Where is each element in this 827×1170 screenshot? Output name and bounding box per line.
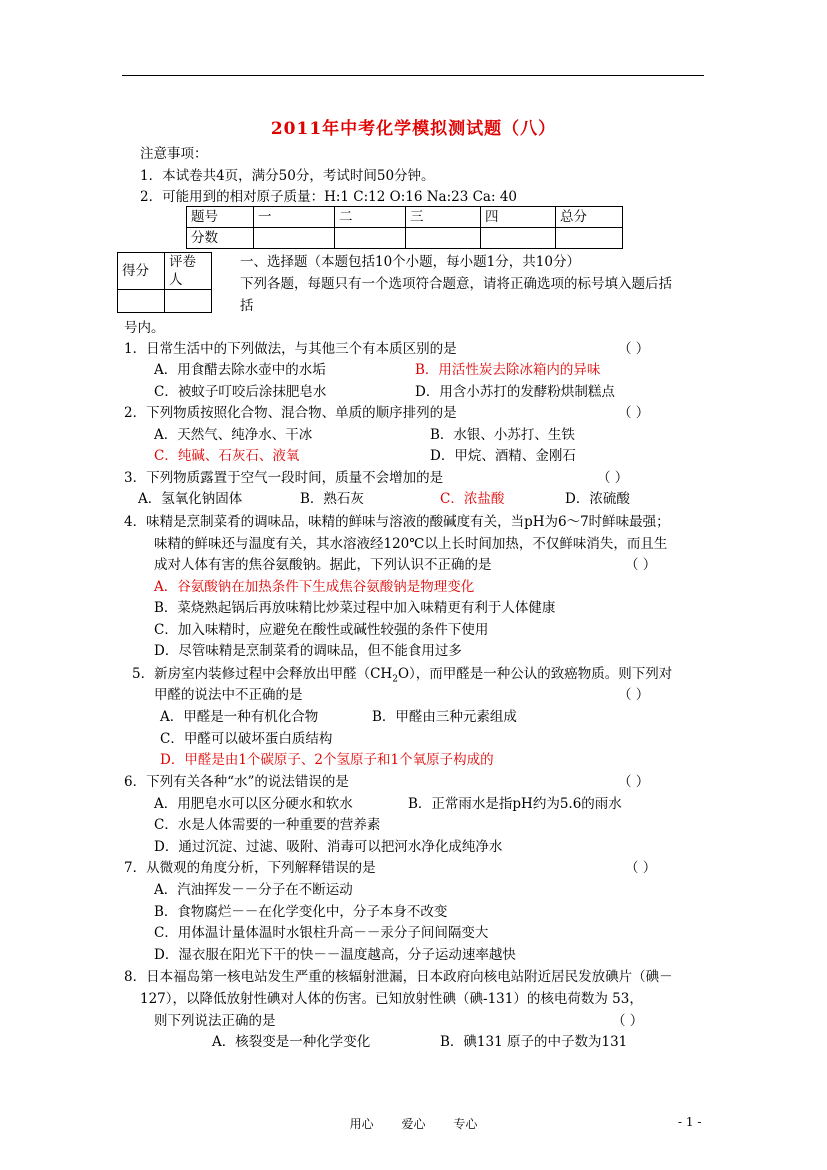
q5-stem-part1: 5．新房室内装修过程中会释放出甲醛（CH <box>132 666 393 682</box>
q6-option-d: D．通过沉淀、过滤、吸附、消毒可以把河水净化成纯净水 <box>154 839 503 855</box>
section-instruction-wrap: 括 <box>240 298 254 314</box>
page-number: - 1 - <box>678 1115 702 1129</box>
score-cell[interactable] <box>335 228 406 249</box>
score-cell[interactable] <box>406 228 481 249</box>
q7-option-b: B．食物腐烂－－在化学变化中，分子本身不改变 <box>154 904 448 920</box>
grader-name-cell[interactable] <box>165 290 212 313</box>
answer-bracket[interactable]: （ ） <box>612 1013 644 1029</box>
score-cell: 二 <box>335 207 406 228</box>
grader-score-label: 得分 <box>118 253 165 290</box>
q4-stem-line1: 4．味精是烹制菜肴的调味品，味精的鲜味与溶液的酸碱度有关，当pH为6～7时鲜味最强； <box>124 514 670 530</box>
q4-stem-line2: 味精的鲜味还与温度有关，其水溶液经120℃以上长时间加热，不仅鲜味消失，而且生 <box>154 536 668 552</box>
grader-table <box>117 252 212 313</box>
note-1: 1．本试卷共4页，满分50分，考试时间50分钟。 <box>140 168 435 184</box>
note-2: 2．可能用到的相对原子质量：H:1 C:12 O:16 Na:23 Ca: 40 <box>140 189 517 205</box>
q8-option-b: B．碘131 原子的中子数为131 <box>440 1034 628 1050</box>
q8-option-a: A．核裂变是一种化学变化 <box>212 1034 371 1050</box>
q1-option-a: A．用食醋去除水壶中的水垢 <box>154 362 326 378</box>
page-footer <box>0 1115 827 1132</box>
grader-score-cell[interactable] <box>118 290 165 313</box>
score-cell: 一 <box>254 207 335 228</box>
answer-bracket[interactable]: （ ） <box>618 405 650 421</box>
q2-option-d: D．甲烷、酒精、金刚石 <box>430 448 576 464</box>
footer-text-3: 专心 <box>453 1117 478 1131</box>
q2-option-a: A．天然气、纯净水、干冰 <box>154 427 313 443</box>
q2-option-b: B．水银、小苏打、生铁 <box>430 427 575 443</box>
q5-subscript: 2 <box>392 674 398 685</box>
q7-stem: 7．从微观的角度分析，下列解释错误的是 <box>124 860 376 876</box>
q8-stem-line1: 8．日本福岛第一核电站发生严重的核辐射泄漏，日本政府向核电站附近居民发放碘片（碘－ <box>124 969 673 985</box>
q1-option-b: B．用活性炭去除冰箱内的异味 <box>415 362 601 378</box>
answer-bracket[interactable]: （ ） <box>625 860 657 876</box>
q5-option-b: B．甲醛由三种元素组成 <box>372 709 517 725</box>
score-cell: 分数 <box>187 228 254 249</box>
footer-text-2: 爱心 <box>401 1117 426 1131</box>
answer-bracket[interactable]: （ ） <box>618 341 650 357</box>
q8-stem-line3: 则下列说法正确的是 <box>154 1013 276 1029</box>
q8-stem-line2: 127），以降低放射性碘对人体的伤害。已知放射性碘（碘-131）的核电荷数为 53， <box>140 991 643 1007</box>
q3-option-d: D．浓硫酸 <box>565 491 630 507</box>
q1-stem: 1．日常生活中的下列做法，与其他三个有本质区别的是 <box>124 341 457 357</box>
q3-option-b: B．熟石灰 <box>300 491 364 507</box>
q4-option-a: A．谷氨酸钠在加热条件下生成焦谷氨酸钠是物理变化 <box>154 579 475 595</box>
score-cell[interactable] <box>254 228 335 249</box>
q4-option-c: C．加入味精时，应避免在酸性或碱性较强的条件下使用 <box>154 622 489 638</box>
score-cell[interactable] <box>481 228 556 249</box>
section-instruction: 下列各题，每题只有一个选项符合题意，请将正确选项的标号填入题后括 <box>240 276 672 292</box>
q4-stem-line3: 成对人体有害的焦谷氨酸钠。据此，下列认识不正确的是 <box>154 557 492 573</box>
score-cell: 三 <box>406 207 481 228</box>
answer-bracket[interactable]: （ ） <box>618 774 650 790</box>
header-rule <box>122 75 704 76</box>
q5-option-c: C．甲醛可以破坏蛋白质结构 <box>160 731 333 747</box>
q5-option-a: A．甲醛是一种有机化合物 <box>160 709 319 725</box>
answer-bracket[interactable]: （ ） <box>625 557 657 573</box>
score-cell: 总分 <box>556 207 623 228</box>
q6-option-a: A．用肥皂水可以区分硬水和软水 <box>154 796 353 812</box>
page-title: 2011年中考化学模拟测试题（八） <box>270 119 557 139</box>
section-instruction-end: 号内。 <box>124 320 165 336</box>
q4-option-d: D．尽管味精是烹制菜肴的调味品，但不能食用过多 <box>154 643 462 659</box>
q3-stem: 3．下列物质露置于空气一段时间，质量不会增加的是 <box>124 470 444 486</box>
q3-option-c: C．浓盐酸 <box>440 491 505 507</box>
q7-option-a: A．汽油挥发－－分子在不断运动 <box>154 882 353 898</box>
q3-option-a: A．氢氧化钠固体 <box>138 491 243 507</box>
q6-option-b: B．正常雨水是指pH约为5.6的雨水 <box>408 796 622 812</box>
q5-stem-part2: O），而甲醛是一种公认的致癌物质。则下列对 <box>397 666 673 682</box>
score-table <box>186 206 623 249</box>
q5-option-d: D．甲醛是由1个碳原子、2个氢原子和1个氧原子构成的 <box>160 752 494 768</box>
q1-option-c: C．被蚊子叮咬后涂抹肥皂水 <box>154 384 327 400</box>
q6-option-c: C．水是人体需要的一种重要的营养素 <box>154 817 381 833</box>
section-title: 一、选择题（本题包括10个小题，每小题1分，共10分） <box>240 254 580 270</box>
q2-stem: 2．下列物质按照化合物、混合物、单质的顺序排列的是 <box>124 405 457 421</box>
q7-option-d: D．湿衣服在阳光下干的快－－温度越高，分子运动速率越快 <box>154 947 516 963</box>
grader-name-label: 评卷人 <box>165 253 212 290</box>
q5-stem-line2: 甲醛的说法中不正确的是 <box>154 687 303 703</box>
score-cell: 四 <box>481 207 556 228</box>
notes-heading: 注意事项： <box>140 146 208 162</box>
q7-option-c: C．用体温计量体温时水银柱升高－－汞分子间间隔变大 <box>154 925 489 941</box>
score-cell: 题号 <box>187 207 254 228</box>
q4-option-b: B．菜烧熟起锅后再放味精比炒菜过程中加入味精更有利于人体健康 <box>154 600 556 616</box>
score-cell[interactable] <box>556 228 623 249</box>
answer-bracket[interactable]: （ ） <box>597 470 629 486</box>
answer-bracket[interactable]: （ ） <box>618 687 650 703</box>
footer-text-1: 用心 <box>349 1117 374 1131</box>
q1-option-d: D．用含小苏打的发酵粉烘制糕点 <box>415 384 615 400</box>
q2-option-c: C．纯碱、石灰石、液氧 <box>154 448 300 464</box>
q6-stem: 6．下列有关各种“水”的说法错误的是 <box>124 774 349 790</box>
